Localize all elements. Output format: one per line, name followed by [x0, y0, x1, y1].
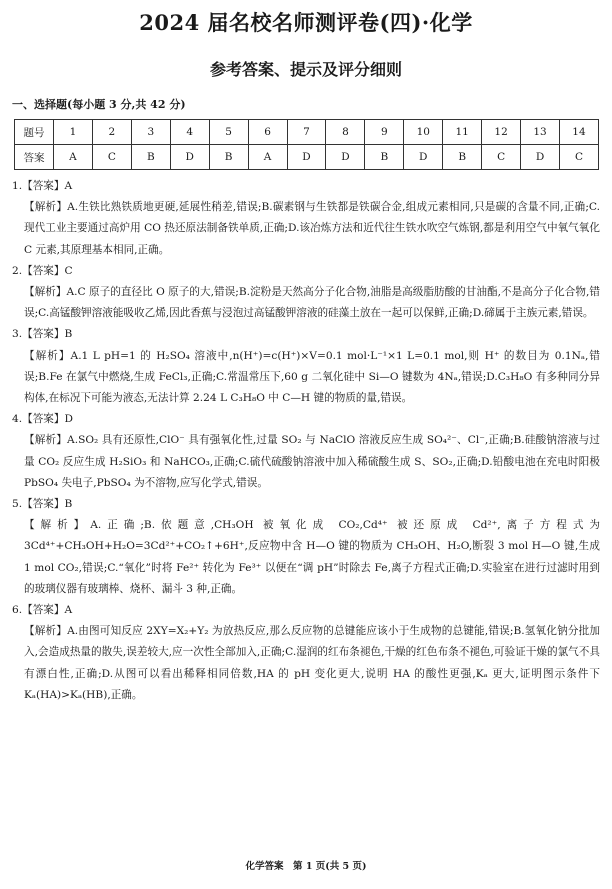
row-label-number: 题号 — [15, 120, 54, 145]
answer-cell: B — [365, 145, 404, 170]
explanation-paragraph: 【解析】A.由图可知反应 2XY=X₂+Y₂ 为放热反应,那么反应物的总键能应该小于生成物的总键能,错误;B.氢氧化钠分批加入,会造成热量的散失,误差较大,应一次性全部加入,正确;C.湿润的红布条褪色,干燥的红色布条不褪色,可验证干燥的氯气不具有漂白性,正确;D.从图可以看出稀释相同倍数,HA 的 pH 变化更大,说明 HA 的酸性更强,Kₐ 更大,证明图示条件下 Kₐ(HA)>Kₐ(HB),正确。 — [24, 625, 600, 701]
number-cell: 4 — [170, 120, 209, 145]
page-footer: 化学答案 第 1 页(共 5 页) — [245, 861, 367, 872]
answer-cell: A — [248, 145, 287, 170]
answer-cell: B — [443, 145, 482, 170]
number-cell: 9 — [365, 120, 404, 145]
number-cell: 8 — [326, 120, 365, 145]
answer-cell: C — [482, 145, 521, 170]
answer-line: 1.【答案】A — [12, 180, 73, 192]
answer-cell: D — [170, 145, 209, 170]
answer-cell: A — [54, 145, 93, 170]
answer-line: 5.【答案】B — [12, 498, 73, 511]
number-cell: 11 — [443, 120, 482, 145]
answer-cell: D — [326, 145, 365, 170]
answer-line: 6.【答案】A — [12, 604, 73, 617]
explanation-paragraph: 【解析】A.C 原子的直径比 O 原子的大,错误;B.淀粉是天然高分子化合物,油脂是高级脂肪酸的甘油酯,不是高分子化合物,错误;C.高锰酸钾溶液能吸收乙烯,因此香蕉与浸泡过高锰酸钾溶液的硅藻土放在一起可以保鲜,正确;D.碲属于主族元素,错误。 — [24, 286, 600, 320]
number-cell: 6 — [248, 120, 287, 145]
number-cell: 1 — [54, 120, 93, 145]
row-label-answer: 答案 — [15, 145, 54, 170]
answer-cell: C — [92, 145, 131, 170]
answer-line: 3.【答案】B — [12, 328, 73, 341]
explanation-paragraph: 【解析】A.SO₂ 具有还原性,ClO⁻ 具有强氧化性,过量 SO₂ 与 NaClO 溶液反应生成 SO₄²⁻、Cl⁻,正确;B.硅酸钠溶液与过量 CO₂ 反应生成 H₂SiO₃ 和 NaHCO₃,正确;C.硫代硫酸钠溶液中加入稀硫酸生成 S、SO₂,正确;D.铅酸电池在充电时阳极 PbSO₄ 失电子,PbSO₄ 为不溶物,应写化学式,错误。 — [24, 434, 600, 489]
explanation-paragraph: 【解析】A.1 L pH=1 的 H₂SO₄ 溶液中,n(H⁺)=c(H⁺)×V=0.1 mol·L⁻¹×1 L=0.1 mol,则 H⁺ 的数目为 0.1Nₐ,错误;B.Fe 在氯气中燃烧,生成 FeCl₃,正确;C.常温常压下,60 g 二氧化硅中 Si—O 键数为 4Nₐ,错误;D.C₃H₈O 有多种同分异构体,在标况下可能为液态,无法计算 2.24 L C₃H₈O 中 C—H 键的物质的量,错误。 — [24, 349, 600, 405]
answer-table — [14, 119, 599, 170]
page-subtitle: 参考答案、提示及评分细则 — [209, 60, 402, 79]
section-title: 一、选择题(每小题 3 分,共 42 分) — [12, 98, 186, 111]
number-cell: 12 — [482, 120, 521, 145]
number-cell: 3 — [131, 120, 170, 145]
answer-row — [15, 145, 599, 170]
answer-line: 4.【答案】D — [12, 413, 73, 426]
answer-cell: D — [521, 145, 560, 170]
explanation-paragraph: 【解析】A.正确;B.依题意,CH₃OH 被氧化成 CO₂,Cd⁴⁺ 被还原成 Cd²⁺,离子方程式为 3Cd⁴⁺+CH₃OH+H₂O=3Cd²⁺+CO₂↑+6H⁺,反应物中含 H—O 键的物质为 CH₃OH、H₂O,断裂 3 mol H—O 键,生成 1 mol CO₂,错误;C.“氧化”时将 Fe²⁺ 转化为 Fe³⁺ 以便在“调 pH”时除去 Fe,离子方程式正确;D.实验室在进行过滤时用到的玻璃仪器有玻璃棒、烧杯、漏斗 3 种,正确。 — [24, 519, 600, 595]
answer-cell: D — [404, 145, 443, 170]
answer-explanations — [12, 176, 600, 706]
number-cell: 2 — [92, 120, 131, 145]
explanation-paragraph: 【解析】A.生铁比熟铁质地更硬,延展性稍差,错误;B.碳素钢与生铁都是铁碳合金,组成元素相同,只是碳的含量不同,正确;C.现代工业主要通过高炉用 CO 热还原法制备铁单质,正确;D.该冶炼方法和近代往生铁水吹空气炼钢,都是利用空气中氧气氧化 C 元素,其原理基本相同,正确。 — [24, 201, 600, 256]
number-cell: 5 — [209, 120, 248, 145]
number-cell: 10 — [404, 120, 443, 145]
number-cell: 13 — [521, 120, 560, 145]
number-cell: 7 — [287, 120, 326, 145]
answer-cell: D — [287, 145, 326, 170]
page-title: 2024 届名校名师测评卷(四)·化学 — [139, 10, 473, 35]
number-row — [15, 120, 599, 145]
answer-line: 2.【答案】C — [12, 264, 73, 277]
answer-cell: B — [209, 145, 248, 170]
answer-cell: B — [131, 145, 170, 170]
number-cell: 14 — [559, 120, 598, 145]
answer-cell: C — [559, 145, 598, 170]
